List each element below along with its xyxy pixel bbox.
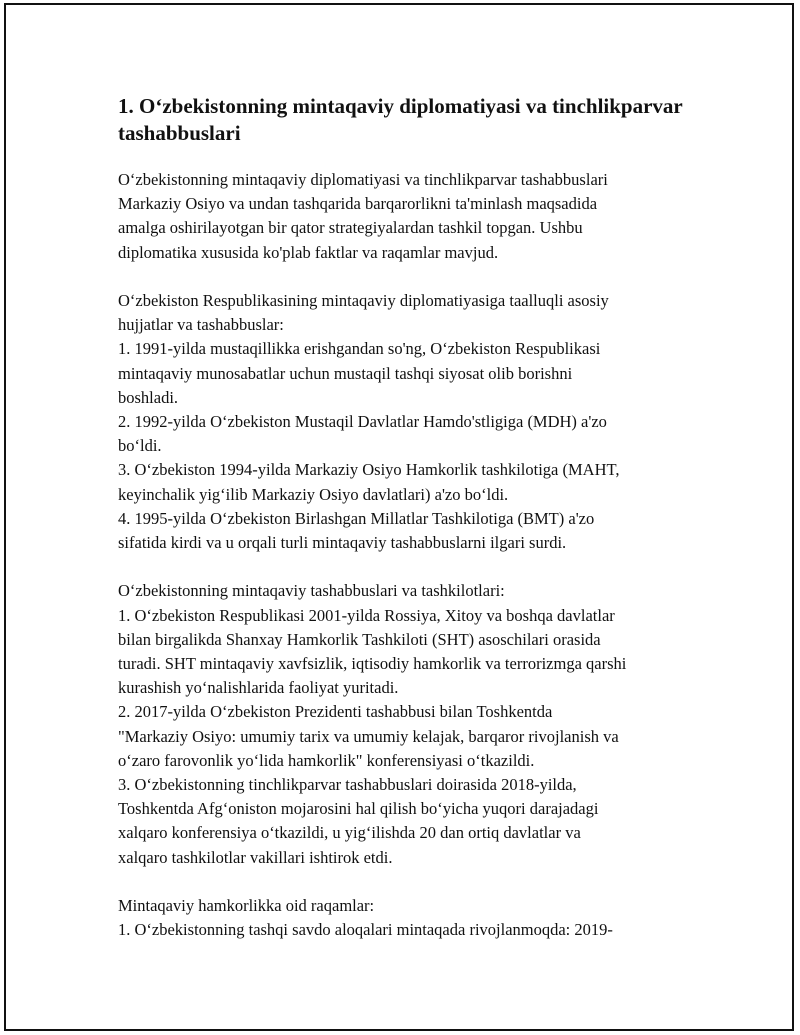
list-item-line: kurashish yo‘nalishlarida faoliyat yuritadi. [118, 678, 399, 698]
list-item-line: xalqaro tashkilotlar vakillari ishtirok etdi. [118, 847, 393, 867]
documents-paragraph [118, 289, 700, 555]
initiatives-paragraph [118, 579, 700, 869]
heading-line: 1. O‘zbekistonning mintaqaviy diplomatiyasi va tinchlikparvar [118, 94, 683, 118]
list-item-line: 2. 1992-yilda O‘zbekiston Mustaqil Davlatlar Hamdo'stligiga (MDH) a'zo [118, 412, 607, 432]
list-item-line: "Markaziy Osiyo: umumiy tarix va umumiy kelajak, barqaror rivojlanish va [118, 726, 619, 746]
text-line: Markaziy Osiyo va undan tashqarida barqarorlikni ta'minlash maqsadida [118, 194, 598, 214]
figures-paragraph [118, 894, 700, 942]
text-line: O‘zbekiston Respublikasining mintaqaviy diplomatiyasiga taalluqli asosiy [118, 291, 609, 310]
heading-line: tashabbuslari [118, 121, 241, 145]
list-item-line: 2. 2017-yilda O‘zbekiston Prezidenti tashabbusi bilan Toshkentda [118, 702, 553, 722]
list-item-line: 1. O‘zbekistonning tashqi savdo aloqalari mintaqada rivojlanmoqda: 2019- [118, 920, 613, 940]
section-heading [118, 93, 700, 147]
list-item-line: mintaqaviy munosabatlar uchun mustaqil tashqi siyosat olib borishni [118, 363, 573, 383]
list-item-line: Toshkentda Afg‘oniston mojarosini hal qilish bo‘yicha yuqori darajadagi [118, 799, 599, 819]
list-item-line: 4. 1995-yilda O‘zbekiston Birlashgan Millatlar Tashkilotiga (BMT) a'zo [118, 508, 595, 528]
text-line: Mintaqaviy hamkorlikka oid raqamlar: [118, 896, 375, 916]
list-item-line: bilan birgalikda Shanxay Hamkorlik Tashkiloti (SHT) asoschilari orasida [118, 629, 601, 649]
list-item-line: 3. O‘zbekiston 1994-yilda Markaziy Osiyo Hamkorlik tashkilotiga (MAHT, [118, 460, 620, 480]
paragraph-spacer [118, 870, 700, 894]
text-line: amalga oshirilayotgan bir qator strategiyalardan tashkil topgan. Ushbu [118, 218, 583, 238]
list-item-line: bo‘ldi. [118, 436, 162, 456]
text-line: O‘zbekistonning mintaqaviy diplomatiyasi va tinchlikparvar tashabbuslari [118, 170, 608, 189]
text-line: diplomatika xususida ko'plab faktlar va raqamlar mavjud. [118, 242, 499, 262]
list-item-line: o‘zaro farovonlik yo‘lida hamkorlik" konferensiyasi o‘tkazildi. [118, 750, 535, 770]
text-line: O‘zbekistonning mintaqaviy tashabbuslari va tashkilotlari: [118, 581, 505, 601]
list-item-line: xalqaro konferensiya o‘tkazildi, u yig‘ilishda 20 dan ortiq davlatlar va [118, 823, 581, 843]
text-line: hujjatlar va tashabbuslar: [118, 315, 284, 335]
document-content [118, 93, 700, 942]
paragraph-spacer [118, 555, 700, 579]
list-item-line: keyinchalik yig‘ilib Markaziy Osiyo davlatlari) a'zo bo‘ldi. [118, 484, 509, 504]
list-item-line: 1. O‘zbekiston Respublikasi 2001-yilda Rossiya, Xitoy va boshqa davlatlar [118, 605, 615, 625]
list-item-line: 3. O‘zbekistonning tinchlikparvar tashabbuslari doirasida 2018-yilda, [118, 775, 577, 795]
list-item-line: 1. 1991-yilda mustaqillikka erishgandan so'ng, O‘zbekiston Respublikasi [118, 339, 601, 359]
paragraph-spacer [118, 265, 700, 289]
list-item-line: sifatida kirdi va u orqali turli mintaqaviy tashabbuslarni ilgari surdi. [118, 533, 567, 553]
intro-paragraph [118, 168, 700, 265]
list-item-line: boshladi. [118, 387, 179, 407]
list-item-line: turadi. SHT mintaqaviy xavfsizlik, iqtisodiy hamkorlik va terrorizmga qarshi [118, 654, 627, 674]
